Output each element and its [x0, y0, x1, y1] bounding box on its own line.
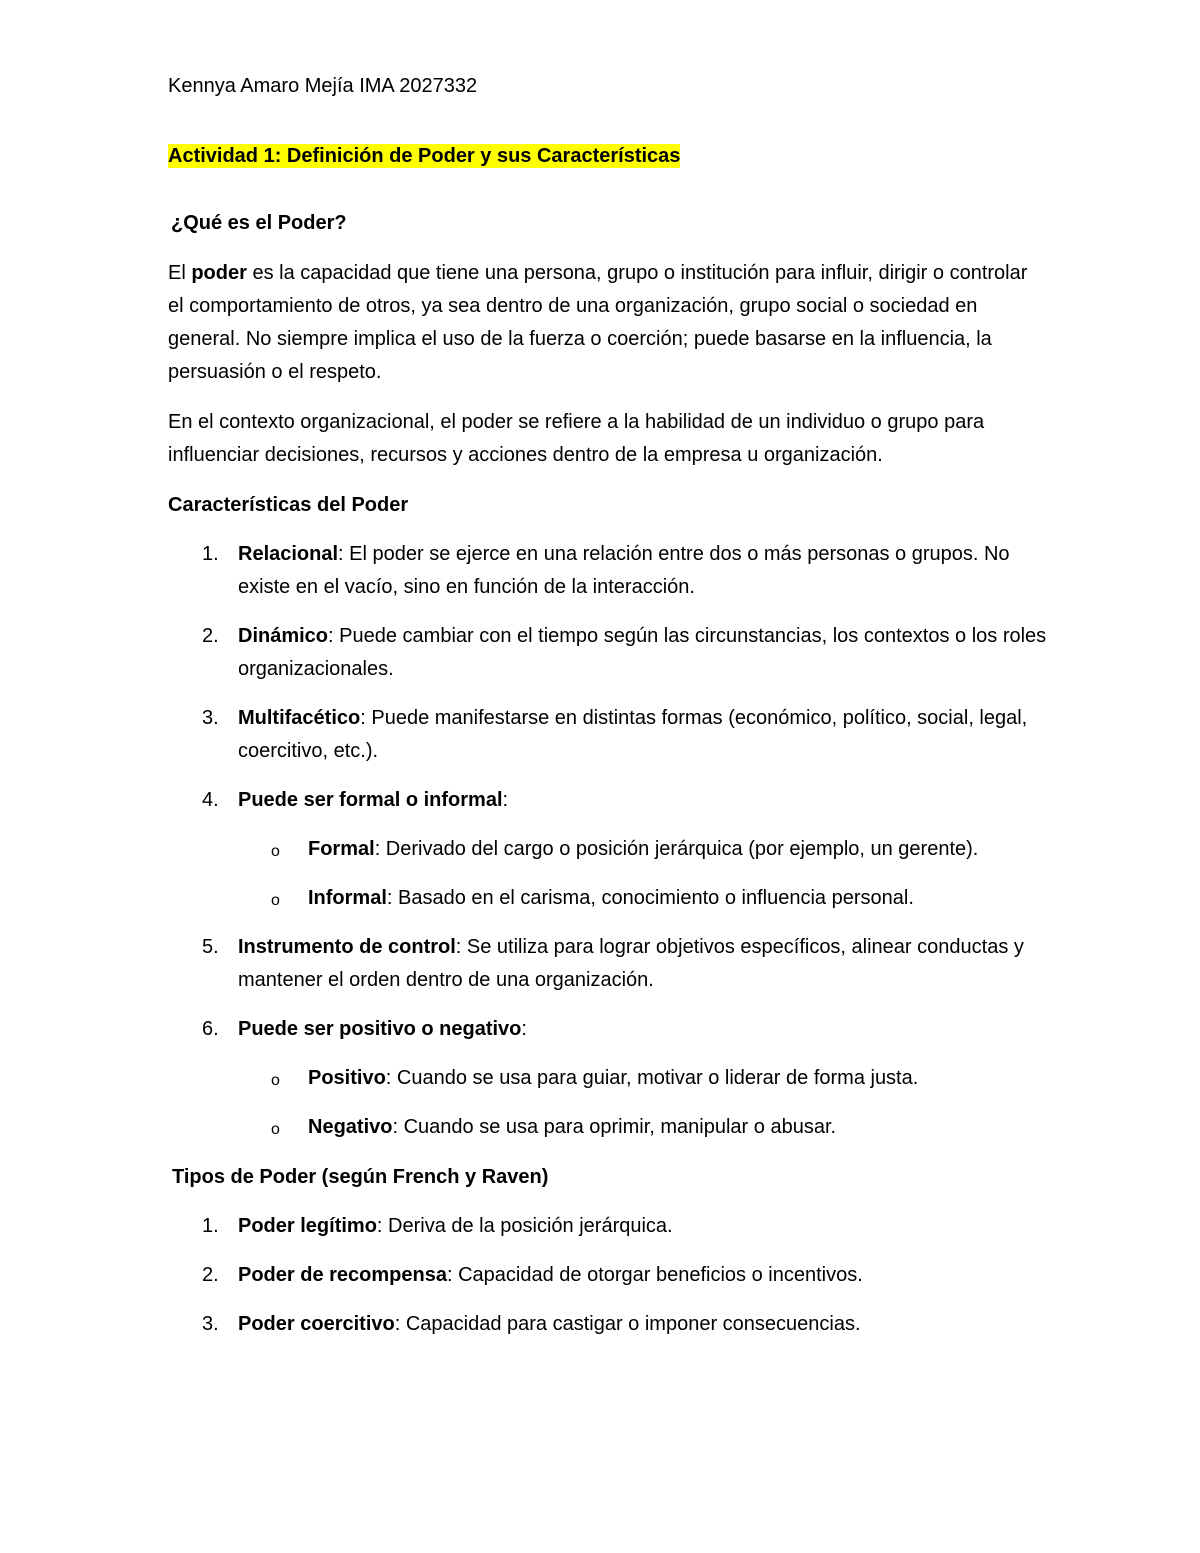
list-item	[168, 702, 1048, 768]
item-number: 5.	[202, 936, 219, 958]
list-item	[168, 538, 1048, 604]
intro-rest: es la capacidad que tiene una persona, grupo o institución para influir, dirigir o controlar el comportamiento de otros, ya sea dentro de una organización, grupo social o sociedad en general. No siempre implica el uso de la fuerza o coerción; puede basarse en la influencia, la persuasión o el respeto.	[168, 262, 1028, 383]
sub-list	[238, 833, 1048, 915]
item-number: 3.	[202, 707, 219, 729]
item-term: Instrumento de control	[238, 936, 456, 958]
item-term: Puede ser positivo o negativo	[238, 1018, 522, 1040]
author-line: Kennya Amaro Mejía IMA 2027332	[168, 75, 478, 97]
item-text: :	[502, 789, 509, 811]
document-body	[168, 70, 1048, 1341]
item-number: 4.	[202, 789, 219, 811]
item-text: : Puede manifestarse en distintas formas (económico, político, social, legal, coercitivo, etc.).	[238, 707, 1028, 762]
list-item	[168, 1210, 1048, 1243]
org-context-paragraph: En el contexto organizacional, el poder se refiere a la habilidad de un individuo o grupo para influenciar decisiones, recursos y acciones dentro de la empresa u organización.	[168, 411, 985, 466]
list-item	[168, 1259, 1048, 1292]
item-text: : Se utiliza para lograr objetivos específicos, alinear conductas y mantener el orden dentro de una organización.	[238, 936, 1024, 991]
item-term: Poder de recompensa	[238, 1264, 447, 1286]
item-term: Puede ser formal o informal	[238, 789, 503, 811]
item-term: Relacional	[238, 543, 339, 565]
list-item	[168, 784, 1048, 915]
item-term: Multifacético	[238, 707, 361, 729]
sub-item-term: Informal	[308, 887, 387, 909]
characteristics-heading: Características del Poder	[168, 494, 409, 516]
intro-term: poder	[191, 262, 247, 284]
list-item	[168, 931, 1048, 997]
sub-list	[238, 1062, 1048, 1144]
sub-item-text: : Basado en el carisma, conocimiento o influencia personal.	[386, 887, 914, 909]
item-term: Dinámico	[238, 625, 329, 647]
bullet-marker: o	[271, 1072, 280, 1089]
intro-lead: El	[168, 262, 192, 284]
sub-item-text: : Derivado del cargo o posición jerárquica (por ejemplo, un gerente).	[374, 838, 979, 860]
bullet-marker: o	[271, 892, 280, 909]
list-item	[168, 1013, 1048, 1144]
bullet-marker: o	[271, 1121, 280, 1138]
bullet-marker: o	[271, 843, 280, 860]
item-term: Poder coercitivo	[238, 1313, 395, 1335]
list-item	[168, 1308, 1048, 1341]
item-text: : Deriva de la posición jerárquica.	[376, 1215, 673, 1237]
activity-title-line	[168, 140, 1048, 173]
sub-item-text: : Cuando se usa para oprimir, manipular o abusar.	[392, 1116, 837, 1138]
item-text: : Puede cambiar con el tiempo según las circunstancias, los contextos o los roles organizacionales.	[238, 625, 1047, 680]
item-number: 1.	[202, 543, 219, 565]
item-number: 3.	[202, 1313, 219, 1335]
activity-title: Actividad 1: Definición de Poder y sus Características	[168, 145, 681, 167]
item-number: 2.	[202, 1264, 219, 1286]
sub-list-item	[168, 1111, 1048, 1144]
sub-item-term: Negativo	[308, 1116, 393, 1138]
characteristics-list	[168, 538, 1048, 1144]
sub-list-item	[168, 882, 1048, 915]
item-text: : Capacidad para castigar o imponer consecuencias.	[394, 1313, 861, 1335]
item-number: 1.	[202, 1215, 219, 1237]
item-number: 6.	[202, 1018, 219, 1040]
item-text: :	[521, 1018, 527, 1040]
sub-item-text: : Cuando se usa para guiar, motivar o liderar de forma justa.	[385, 1067, 919, 1089]
list-item	[168, 620, 1048, 686]
sub-list-item	[168, 833, 1048, 866]
item-number: 2.	[202, 625, 219, 647]
sub-item-term: Positivo	[308, 1067, 386, 1089]
types-list	[168, 1210, 1048, 1341]
item-text: : El poder se ejerce en una relación entre dos o más personas o grupos. No existe en el vacío, sino en función de la interacción.	[238, 543, 1010, 598]
sub-item-term: Formal	[308, 838, 375, 860]
item-text: : Capacidad de otorgar beneficios o incentivos.	[446, 1264, 863, 1286]
types-heading: Tipos de Poder (según French y Raven)	[172, 1166, 549, 1188]
question-heading: ¿Qué es el Poder?	[171, 212, 347, 234]
intro-paragraph	[168, 257, 1048, 389]
item-term: Poder legítimo	[238, 1215, 377, 1237]
sub-list-item	[168, 1062, 1048, 1095]
